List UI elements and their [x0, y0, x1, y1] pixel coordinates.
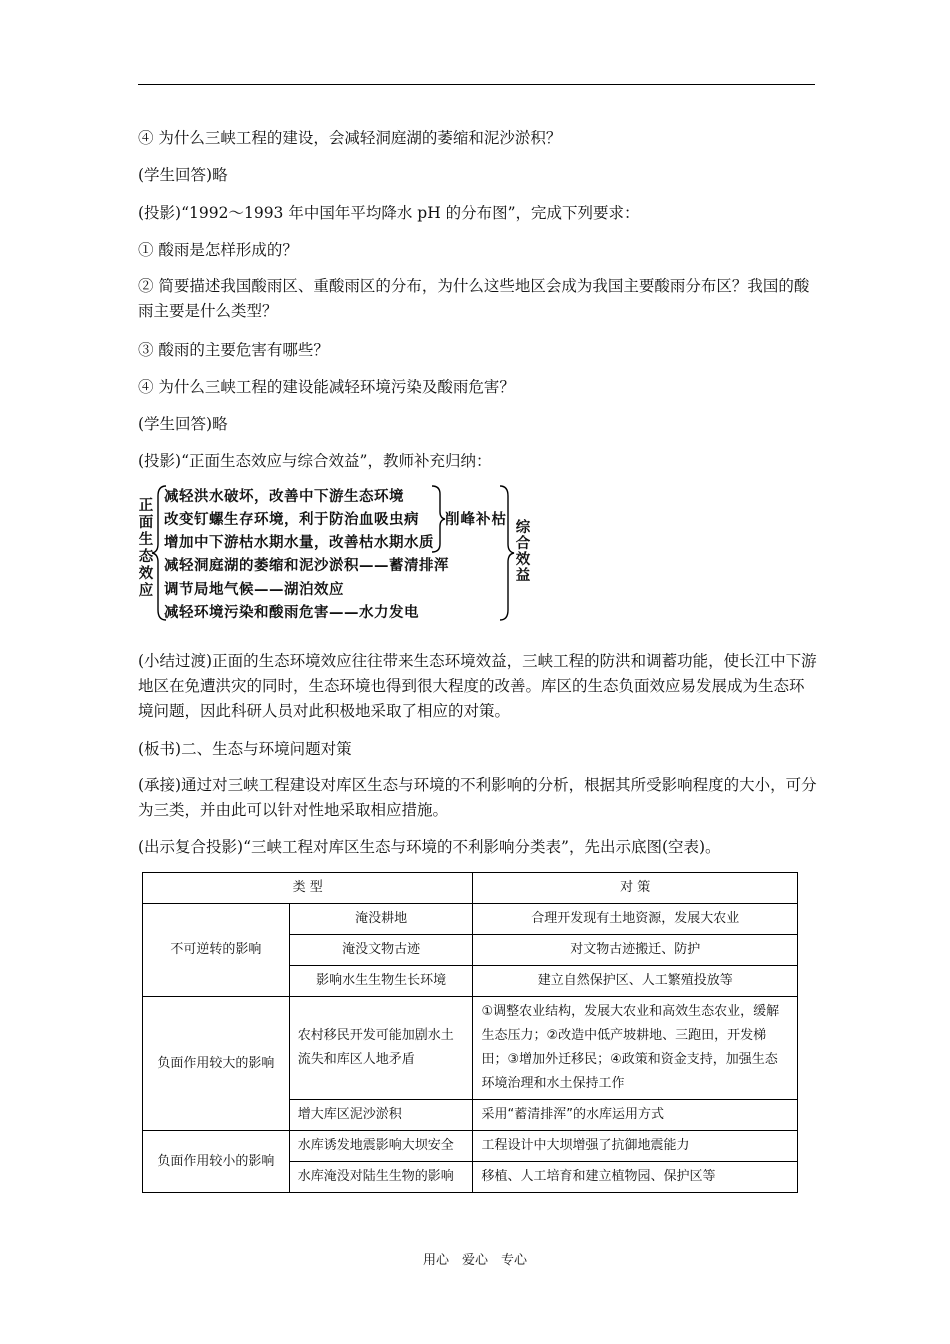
- paragraph: (承接)通过对三峡工程建设对库区生态与环境的不利影响的分析，根据其所受影响程度的大小，可分为三类，并由此可以针对性地采取相应措施。: [138, 776, 817, 819]
- table-header-row: [143, 873, 798, 904]
- measure-cell: ①调整农业结构，发展大农业和高效生态农业，缓解生态压力；②改造中低产坡耕地、三跑田，开发梯田；③增加外迁移民；④政策和资金支持，加强生态环境治理和水土保持工作: [473, 997, 798, 1100]
- diagram-item: 增加中下游枯水期水量，改善枯水期水质: [164, 535, 434, 551]
- diagram-item: 减轻洞庭湖的萎缩和泥沙淤积——蓄清排浑: [164, 558, 449, 574]
- category-cell: 负面作用较大的影响: [143, 997, 290, 1131]
- paragraph: (板书)二、生态与环境问题对策: [138, 740, 352, 758]
- measure-cell: 采用“蓄清排浑”的水库运用方式: [473, 1100, 798, 1131]
- measure-cell: 移植、人工培育和建立植物园、保护区等: [473, 1162, 798, 1193]
- impact-cell: 水库淹没对陆生生物的影响: [289, 1162, 473, 1193]
- diagram-right-label: 综合效益: [515, 520, 531, 584]
- page-footer: 用心 爱心 专心: [422, 1253, 527, 1268]
- paragraph: (投影)“1992～1993 年中国年平均降水 pH 的分布图”，完成下列要求：: [138, 204, 640, 222]
- paragraph: ② 简要描述我国酸雨区、重酸雨区的分布，为什么这些地区会成为我国主要酸雨分布区？我国的酸雨主要是什么类型？: [138, 277, 810, 320]
- impact-classification-table: [142, 872, 798, 1193]
- diagram-item: 减轻洪水破坏，改善中下游生态环境: [164, 489, 404, 505]
- measure-cell: 工程设计中大坝增强了抗御地震能力: [473, 1131, 798, 1162]
- paragraph: (小结过渡)正面的生态环境效应往往带来生态环境效益，三峡工程的防洪和调蓄功能，使长江中下游地区在免遭洪灾的同时，生态环境也得到很大程度的改善。库区的生态负面效应易发展成为生态环境问题，因此科研人员对此积极地采取了相应的对策。: [138, 652, 817, 720]
- diagram-left-label: 正面生态效应: [138, 498, 154, 599]
- category-cell: 不可逆转的影响: [143, 904, 290, 997]
- impact-cell: 水库诱发地震影响大坝安全: [289, 1131, 473, 1162]
- paragraph: (投影)“正面生态效应与综合效益”，教师补充归纳：: [138, 452, 492, 470]
- table-row: [143, 904, 798, 935]
- paragraph: ④ 为什么三峡工程的建设能减轻环境污染及酸雨危害？: [138, 378, 515, 396]
- impact-cell: 农村移民开发可能加剧水土流失和库区人地矛盾: [289, 997, 473, 1100]
- left-brace: [152, 486, 166, 620]
- diagram-middle-label: 削峰补枯: [445, 512, 507, 528]
- impact-cell: 淹没文物古迹: [289, 935, 473, 966]
- paragraph: ① 酸雨是怎样形成的？: [138, 241, 298, 259]
- header-measure: 对 策: [473, 873, 798, 904]
- measure-cell: 合理开发现有土地资源，发展大农业: [473, 904, 798, 935]
- diagram-item: 改变钉螺生存环境，利于防治血吸虫病: [164, 512, 419, 528]
- ecological-effects-diagram: [138, 482, 538, 624]
- diagram-item: 调节局地气候——湖泊效应: [164, 582, 344, 598]
- paragraph: ④ 为什么三峡工程的建设，会减轻洞庭湖的萎缩和泥沙淤积？: [138, 129, 562, 147]
- header-type: 类 型: [143, 873, 473, 904]
- paragraph: (学生回答)略: [138, 415, 228, 433]
- table-row: [143, 997, 798, 1100]
- paragraph: ③ 酸雨的主要危害有哪些？: [138, 341, 329, 359]
- header-rule: [138, 84, 815, 85]
- impact-cell: 增大库区泥沙淤积: [289, 1100, 473, 1131]
- diagram-item: 减轻环境污染和酸雨危害——水力发电: [164, 605, 419, 621]
- measure-cell: 对文物古迹搬迁、防护: [473, 935, 798, 966]
- impact-cell: 淹没耕地: [289, 904, 473, 935]
- right-brace: [500, 486, 514, 620]
- table-row: [143, 1131, 798, 1162]
- paragraph: (学生回答)略: [138, 166, 228, 184]
- measure-cell: 建立自然保护区、人工繁殖投放等: [473, 966, 798, 997]
- category-cell: 负面作用较小的影响: [143, 1131, 290, 1193]
- impact-cell: 影响水生生物生长环境: [289, 966, 473, 997]
- paragraph: (出示复合投影)“三峡工程对库区生态与环境的不利影响分类表”，先出示底图(空表)。: [138, 838, 721, 856]
